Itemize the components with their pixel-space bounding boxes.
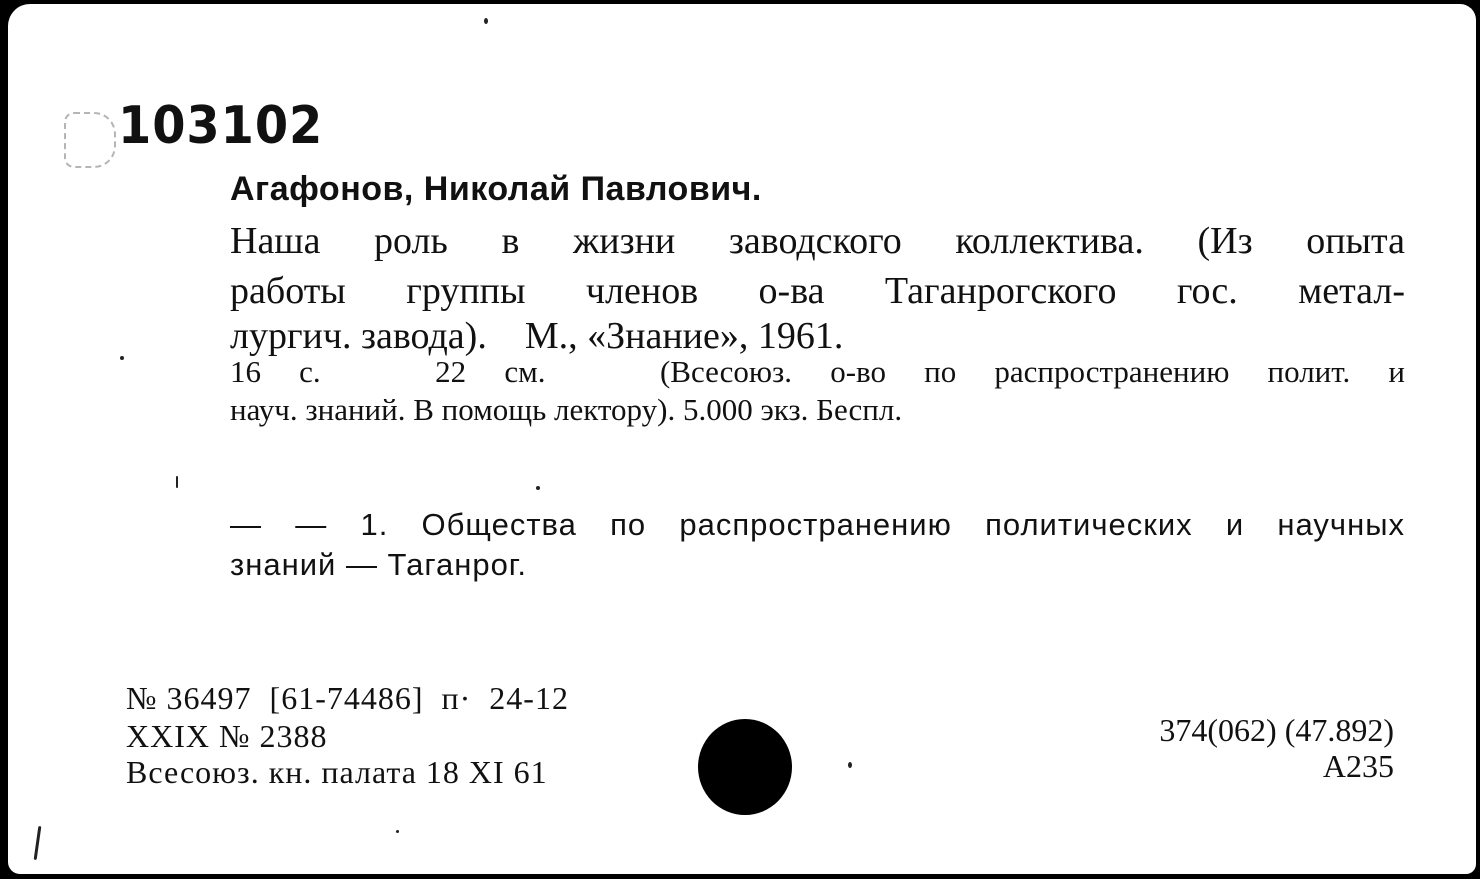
subject-heading-line-1: — — 1. Общества по распространению политических и научных	[230, 507, 1405, 542]
subject-heading-line-2: знаний — Таганрог.	[230, 547, 527, 582]
speck	[34, 826, 42, 860]
classification-code: 374(062) (47.892)	[1159, 712, 1394, 748]
speck	[848, 762, 852, 768]
speck	[176, 476, 178, 488]
author-heading: Агафонов, Николай Павлович.	[230, 170, 762, 208]
physical-description-line-2: науч. знаний. В помощь лектору). 5.000 экз. Беспл.	[230, 392, 903, 427]
physical-description-line-1: 16 с. 22 см. (Всесоюз. о-во по распространению полит. и	[230, 354, 1405, 389]
imprint-line-3: Всесоюз. кн. палата 18 XI 61	[126, 754, 548, 790]
speck	[536, 486, 540, 490]
speck	[396, 830, 399, 833]
title-line-1: Наша роль в жизни заводского коллектива. (Из опыта	[230, 220, 1405, 262]
inventory-number: 103102	[118, 96, 324, 156]
punch-hole	[698, 719, 792, 815]
speck	[484, 18, 488, 24]
catalog-card	[8, 4, 1476, 874]
imprint-line-2: XXIX № 2388	[126, 718, 328, 754]
faded-stamp-icon	[64, 112, 116, 168]
speck	[120, 356, 124, 360]
shelf-mark: А235	[1322, 748, 1394, 784]
title-line-2: работы группы членов о-ва Таганрогского гос. метал-	[230, 270, 1405, 312]
title-line-3: лургич. завода). М., «Знание», 1961.	[230, 315, 844, 357]
imprint-line-1: № 36497 [61-74486] п· 24-12	[126, 680, 569, 716]
